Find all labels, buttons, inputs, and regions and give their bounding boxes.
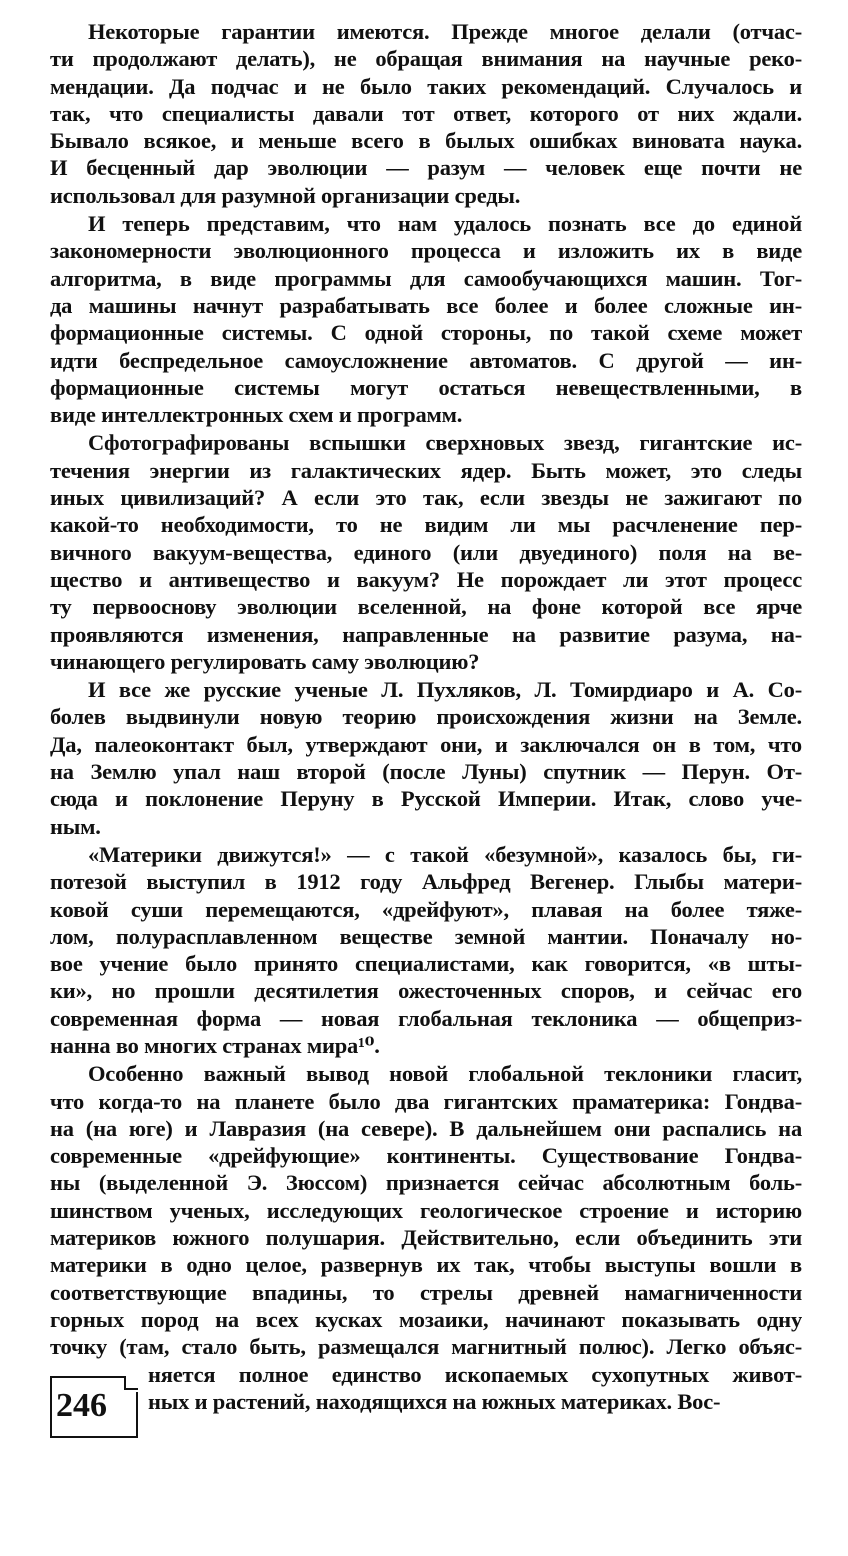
text-line: закономерности эволюционного процесса и изложить их в виде bbox=[50, 238, 802, 264]
text-line: на Землю упал наш второй (после Луны) спутник — Перун. От- bbox=[50, 759, 802, 785]
text-line: чинающего регулировать саму эволюцию? bbox=[50, 648, 480, 674]
text-line: Сфотографированы вспышки сверхновых звезд, гигантские ис- bbox=[88, 430, 802, 456]
text-line: Особенно важный вывод новой глобальной теклоники гласит, bbox=[88, 1061, 802, 1087]
page-number: 246 bbox=[56, 1387, 107, 1424]
paragraph bbox=[50, 676, 802, 840]
text-line: проявляются изменения, направленные на развитие разума, на- bbox=[50, 621, 802, 647]
text-line: ных и растений, находящихся на южных материках. Вос- bbox=[148, 1388, 721, 1414]
text-line: вичного вакуум-вещества, единого (или двуединого) поля на ве- bbox=[50, 539, 802, 565]
text-line: И все же русские ученые Л. Пухляков, Л. Томирдиаро и А. Со- bbox=[88, 677, 802, 703]
text-line: идти беспредельное самоусложнение автоматов. С другой — ин- bbox=[50, 347, 802, 373]
text-line: формационные системы могут остаться невеществленными, в bbox=[50, 374, 802, 400]
text-line: материков южного полушария. Действительно, если объединить эти bbox=[50, 1225, 802, 1251]
page-body-text bbox=[50, 18, 802, 1416]
text-line: соответствующие впадины, то стрелы древней намагниченности bbox=[50, 1279, 802, 1305]
text-line: на (на юге) и Лавразия (на севере). В дальнейшем они распались на bbox=[50, 1115, 802, 1141]
text-line: современная форма — новая глобальная теклоника — общеприз- bbox=[50, 1005, 802, 1031]
text-line: сюда и поклонение Перуну в Русской Империи. Итак, слово уче- bbox=[50, 786, 802, 812]
text-line: Некоторые гарантии имеются. Прежде многое делали (отчас- bbox=[88, 19, 802, 44]
text-line: И теперь представим, что нам удалось познать все до единой bbox=[88, 211, 802, 237]
text-line: какой-то необходимости, то не видим ли мы расчленение пер- bbox=[50, 512, 802, 538]
text-line: шинством ученых, исследующих геологическое строение и историю bbox=[50, 1197, 802, 1223]
text-line: ту первооснову эволюции вселенной, на фоне которой все ярче bbox=[50, 594, 802, 620]
text-line: что когда-то на планете было два гигантских праматерика: Гондва- bbox=[50, 1088, 802, 1114]
text-line: использовал для разумной организации среды. bbox=[50, 182, 521, 208]
text-line: течения энергии из галактических ядер. Быть может, это следы bbox=[50, 457, 802, 483]
text-line: ковой суши перемещаются, «дрейфуют», плавая на более тяже- bbox=[50, 896, 802, 922]
text-line: иных цивилизаций? А если это так, если звезды не зажигают по bbox=[50, 485, 802, 511]
text-line: формационные системы. С одной стороны, по такой схеме может bbox=[50, 320, 802, 346]
paragraph bbox=[50, 429, 802, 675]
paragraph bbox=[50, 841, 802, 1059]
paragraph bbox=[50, 18, 802, 209]
text-line: мендации. Да подчас и не было таких рекомендаций. Случалось и bbox=[50, 73, 802, 99]
text-line: потезой выступил в 1912 году Альфред Вегенер. Глыбы матери- bbox=[50, 869, 802, 895]
text-line: щество и антивещество и вакуум? Не порождает ли этот процесс bbox=[50, 566, 802, 592]
text-line: ны (выделенной Э. Зюссом) признается сейчас абсолютным боль- bbox=[50, 1170, 802, 1196]
text-line: нанна во многих странах мира¹⁰. bbox=[50, 1032, 380, 1058]
page-number-box bbox=[50, 1376, 136, 1438]
folded-corner-icon bbox=[124, 1376, 138, 1390]
text-line: современные «дрейфующие» континенты. Существование Гондва- bbox=[50, 1143, 802, 1169]
text-line: няется полное единство ископаемых сухопутных живот- bbox=[148, 1361, 802, 1387]
text-line: ки», но прошли десятилетия ожесточенных споров, и сейчас его bbox=[50, 978, 802, 1004]
text-line: Бывало всякое, и меньше всего в былых ошибках виновата наука. bbox=[50, 128, 802, 154]
text-line: вое учение было принято специалистами, как говорится, «в шты- bbox=[50, 951, 802, 977]
paragraph bbox=[50, 210, 802, 428]
text-line: материки в одно целое, развернув их так, чтобы выступы вошли в bbox=[50, 1252, 802, 1278]
text-line: точку (там, стало быть, размещался магнитный полюс). Легко объяс- bbox=[50, 1334, 802, 1360]
text-line: так, что специалисты давали тот ответ, которого от них ждали. bbox=[50, 100, 802, 126]
text-line: лом, полурасплавленном веществе земной мантии. Поначалу но- bbox=[50, 923, 802, 949]
text-line: болев выдвинули новую теорию происхождения жизни на Земле. bbox=[50, 704, 802, 730]
text-line: ным. bbox=[50, 813, 101, 839]
text-line: горных пород на всех кусках мозаики, начинают показывать одну bbox=[50, 1306, 802, 1332]
text-line: да машины начнут разрабатывать все более и более сложные ин- bbox=[50, 292, 802, 318]
paragraph bbox=[50, 1060, 802, 1415]
text-line: виде интеллектронных схем и программ. bbox=[50, 402, 463, 428]
text-line: ти продолжают делать), не обращая внимания на научные реко- bbox=[50, 46, 802, 72]
text-line: алгоритма, в виде программы для самообучающихся машин. Тог- bbox=[50, 265, 802, 291]
text-line: И бесценный дар эволюции — разум — человек еще почти не bbox=[50, 155, 802, 181]
text-line: Да, палеоконтакт был, утверждают они, и заключался он в том, что bbox=[50, 731, 802, 757]
text-line: «Материки движутся!» — с такой «безумной», казалось бы, ги- bbox=[88, 841, 802, 867]
page-box-border bbox=[136, 1392, 138, 1438]
